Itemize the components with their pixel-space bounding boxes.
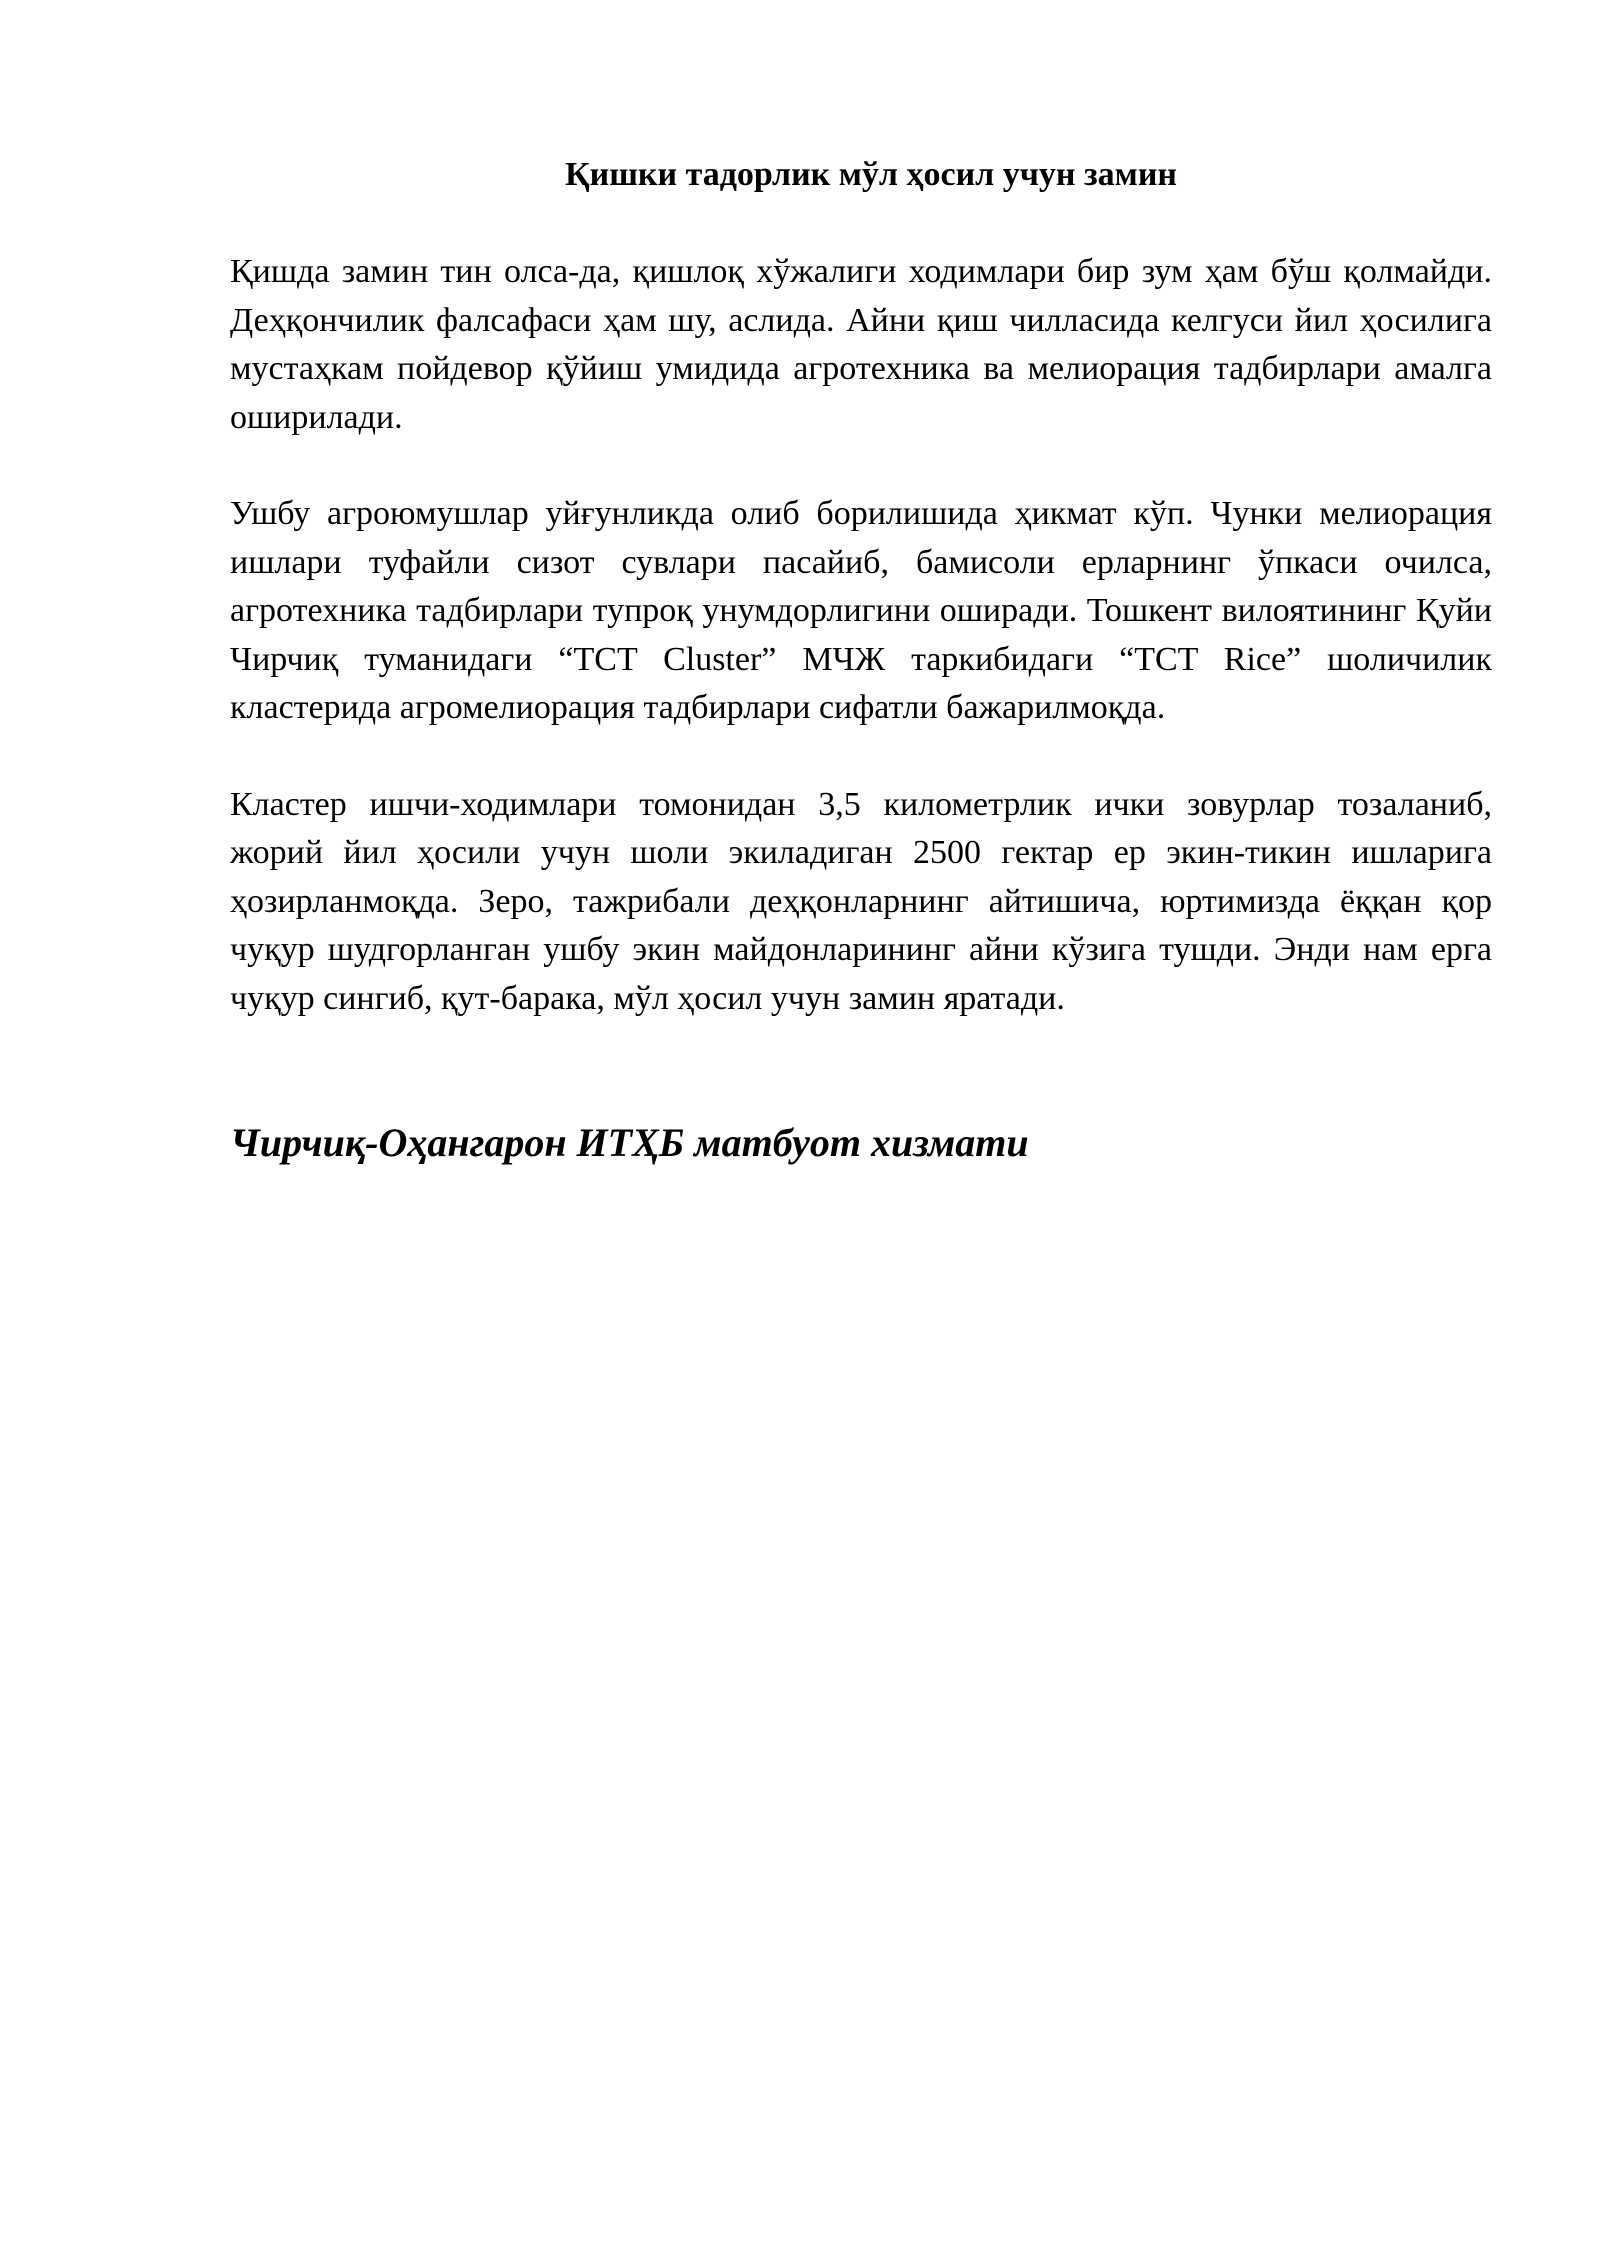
paragraph-cluster: Кластер ишчи-ходимлари томонидан 3,5 километрлик ички зовурлар тозаланиб, жорий йил ҳосили учун шоли экиладиган 2500 гектар ер экин-тикин ишларига ҳозирланмоқда. Зеро, тажрибали деҳқонларнинг айтишича, юртимизда ёққан қор чуқур шудгорланган ушбу экин майдонларининг айни кўзига тушди. Энди нам ерга чуқур сингиб, қут-барака, мўл ҳосил учун замин яратади.	[230, 785, 1492, 1017]
signature-press-service: Чирчиқ-Оҳангарон ИТҲБ матбуот хизмати	[230, 1120, 1029, 1165]
document-title: Қишки тадорлик мўл ҳосил учун замин	[564, 156, 1178, 193]
document-content	[230, 150, 1492, 1168]
paragraph-agro-works: Ушбу агроюмушлар уйғунликда олиб борилишида ҳикмат кўп. Чунки мелиорация ишлари туфайли сизот сувлари пасайиб, бамисоли ерларнинг ўпкаси очилса, агротехника тадбирлари тупроқ унумдорлигини оширади. Тошкент вилоятининг Қуйи Чирчиқ туманидаги “TCT Cluster” МЧЖ таркибидаги “TCT Rice” шоличилик кластерида агромелиорация тадбирлари сифатли бажарилмоқда.	[230, 495, 1492, 726]
paragraph-intro: Қишда замин тин олса-да, қишлоқ хўжалиги ходимлари бир зум ҳам бўш қолмайди. Деҳқончилик фалсафаси ҳам шу, аслида. Айни қиш чилласида келгуси йил ҳосилига мустаҳкам пойдевор қўйиш умидида агротехника ва мелиорация тадбирлари амалга оширилади.	[230, 253, 1492, 436]
